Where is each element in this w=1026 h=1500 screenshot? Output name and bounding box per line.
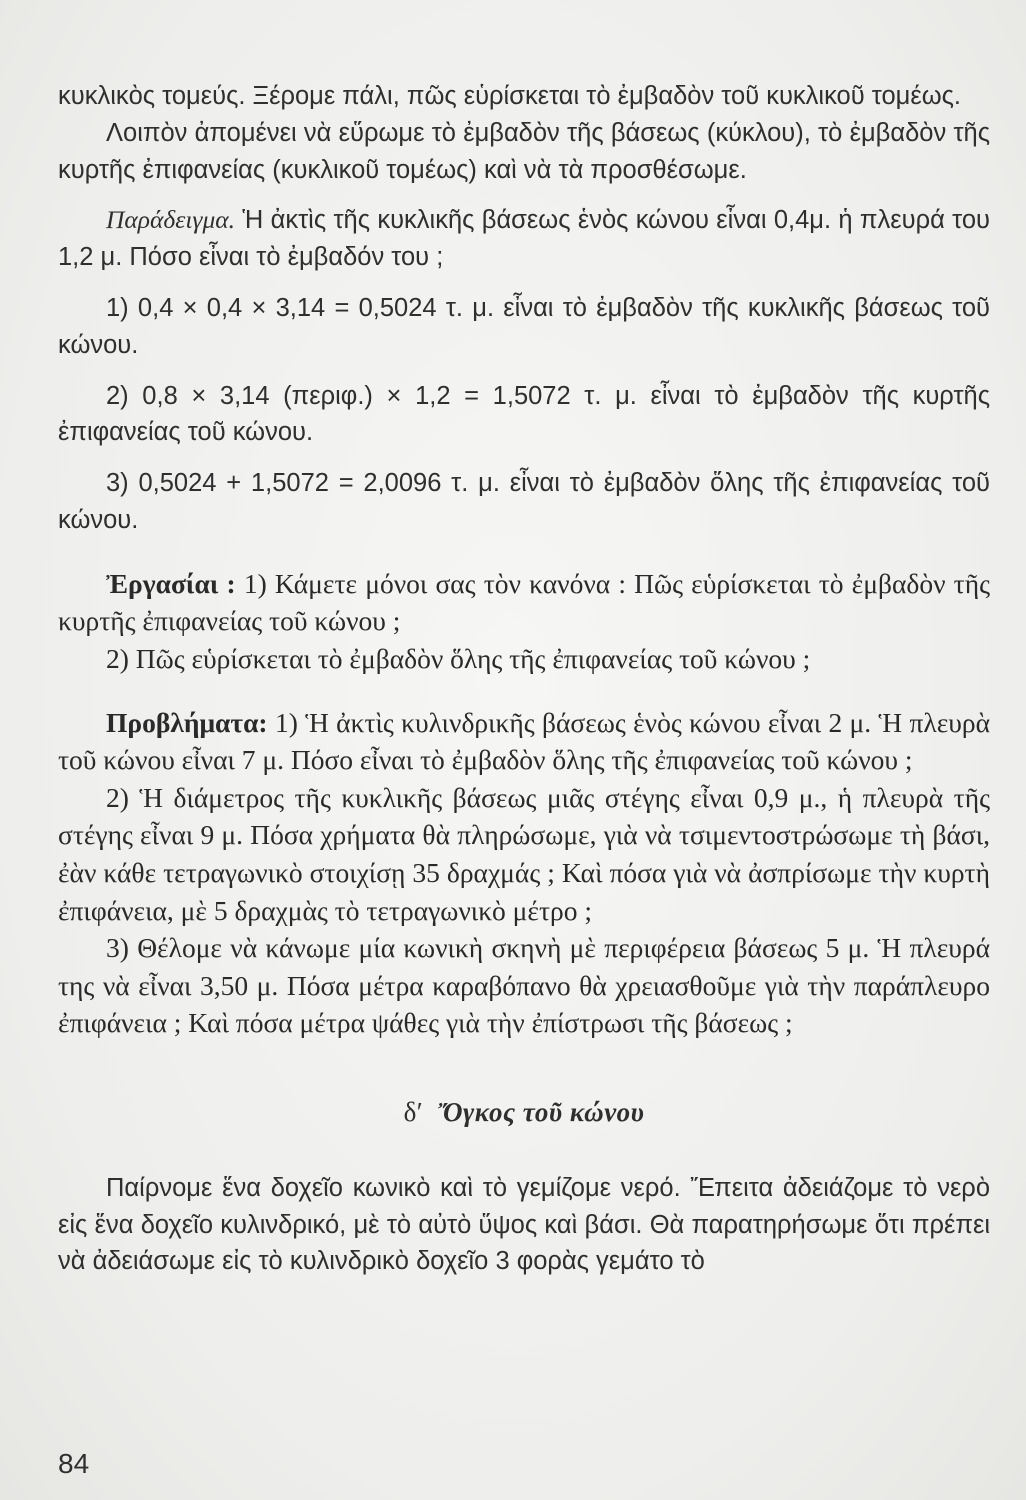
paragraph-remaining-steps: Λοιπὸν ἀπομένει νὰ εὕρωμε τὸ ἐμβαδὸν τῆς βάσεως (κύκλου), τὸ ἐμβαδὸν τῆς κυρτῆς ἐπιφανείας (κυκλικοῦ τομέως) καὶ νὰ τὰ προσθέσωμε.: [58, 118, 990, 184]
example-paragraph: [58, 202, 990, 276]
page-body: [58, 78, 990, 1280]
example-text: Ἡ ἀκτὶς τῆς κυκλικῆς βάσεως ἑνὸς κώνου εἶναι 0,4μ. ἡ πλευρά του 1,2 μ. Πόσο εἶναι τὸ ἐμβαδόν του ;: [58, 206, 990, 272]
problems-item-2: 2) Ἡ διάμετρος τῆς κυκλικῆς βάσεως μιᾶς στέγης εἶναι 0,9 μ., ἡ πλευρὰ τῆς στέγης εἶναι 9 μ. Πόσα χρήματα θὰ πληρώσωμε, γιὰ νὰ τσιμεντοστρώσωμε τὴ βάσι, ἐὰν κάθε τετραγωνικὸ στοιχίσῃ 35 δραχμάς ; Καὶ πόσα γιὰ νὰ ἀσπρίσωμε τὴν κυρτὴ ἐπιφάνεια, μὲ 5 δραχμὰς τὸ τετραγωνικὸ μέτρο ;: [58, 781, 990, 926]
problems-item-1-text: 1) Ἡ ἀκτὶς κυλινδρικῆς βάσεως ἑνὸς κώνου εἶναι 2 μ. Ἡ πλευρὰ τοῦ κώνου εἶναι 7 μ. Πόσο εἶναι τὸ ἐμβαδὸν ὅλης τῆς ἐπιφανείας τοῦ κώνου ;: [58, 706, 991, 776]
page-number: 84: [58, 1448, 90, 1479]
problems-item-3: 3) Θέλομε νὰ κάνωμε μία κωνικὴ σκηνὴ μὲ περιφέρεια βάσεως 5 μ. Ἡ πλευρά της νὰ εἶναι 3,50 μ. Πόσα μέτρα καραβόπανο θὰ χρειασθοῦμε γιὰ τὴν παράπλευρο ἐπιφάνεια ; Καὶ πόσα μέτρα ψάθες γιὰ τὴν ἐπίστρωσι τῆς βάσεως ;: [58, 932, 990, 1039]
section-prefix: δ′: [403, 1096, 424, 1127]
problems-label: Προβλήματα:: [106, 706, 268, 738]
exercises-item-1-text: 1) Κάμετε μόνοι σας τὸν κανόνα : Πῶς εὑρίσκεται τὸ ἐμβαδὸν τῆς κυρτῆς ἐπιφανείας τοῦ κώνου ;: [58, 567, 991, 637]
section-heading: [58, 1094, 990, 1130]
problems-item-1: [58, 704, 990, 779]
example-step-3: 3) 0,5024 + 1,5072 = 2,0096 τ. μ. εἶναι τὸ ἐμβαδὸν ὅλης τῆς ἐπιφανείας τοῦ κώνου.: [58, 469, 990, 534]
exercises-label: Ἐργασίαι :: [106, 567, 236, 599]
example-label: Παράδειγμα.: [106, 205, 236, 235]
closing-paragraph: Παίρνομε ἕνα δοχεῖο κωνικὸ καὶ τὸ γεμίζομε νερό. Ἔπειτα ἀδειάζομε τὸ νερὸ εἰς ἕνα δοχεῖο κυλινδρικό, μὲ τὸ αὐτὸ ὕψος καὶ βάσι. Θὰ παρατηρήσωμε ὅτι πρέπει νὰ ἀδειάσωμε εἰς τὸ κυλινδρικὸ δοχεῖο 3 φορὰς γεμάτο τὸ: [58, 1173, 990, 1276]
exercises-item-2: 2) Πῶς εὑρίσκεται τὸ ἐμβαδὸν ὅλης τῆς ἐπιφανείας τοῦ κώνου ;: [106, 642, 811, 674]
paragraph-sector-continued: κυκλικὸς τομεύς. Ξέρομε πάλι, πῶς εὑρίσκεται τὸ ἐμβαδὸν τοῦ κυκλικοῦ τομέως.: [58, 82, 961, 110]
example-step-2: 2) 0,8 × 3,14 (περιφ.) × 1,2 = 1,5072 τ. μ. εἶναι τὸ ἐμβαδὸν τῆς κυρτῆς ἐπιφανείας τοῦ κώνου.: [58, 381, 990, 447]
example-step-1: 1) 0,4 × 0,4 × 3,14 = 0,5024 τ. μ. εἶναι τὸ ἐμβαδὸν τῆς κυκλικῆς βάσεως τοῦ κώνου.: [58, 293, 990, 359]
exercises-item-1: [58, 565, 990, 640]
section-title: Ὄγκος τοῦ κώνου: [437, 1096, 645, 1127]
